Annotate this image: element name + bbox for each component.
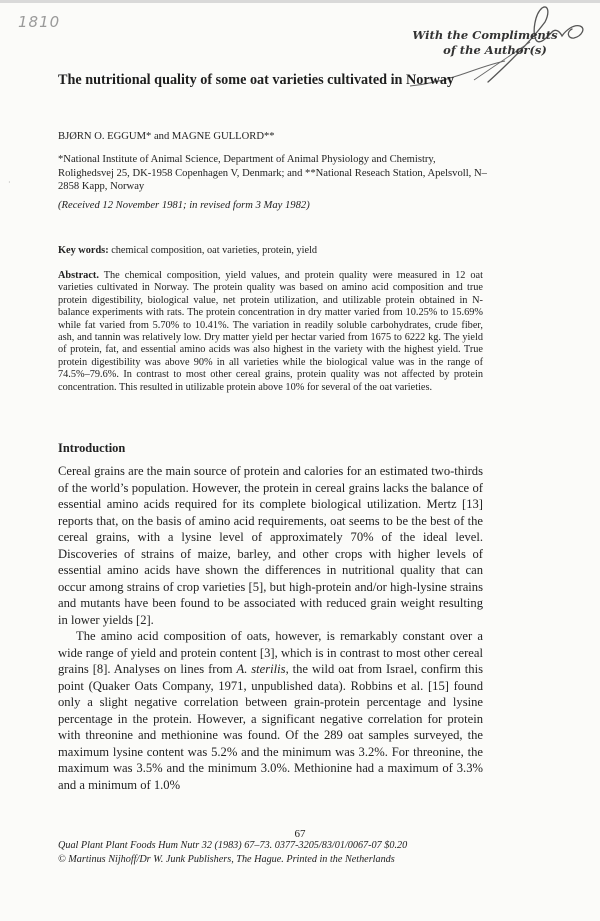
introduction-paragraph-1: Cereal grains are the main source of protein and calories for an estimated two-thirds of the world’s population. However, the protein in cereal grains lacks the balance of essential amino acids required for its complete biological utilization. Mertz [13] reports that, on the basis of amino acid requirements, oat seems to be the best of the cereal grains, with a lysine level of approximately 70% of the ideal level. Discoveries of strains of maize, barley, and other crops with higher levels of essential amino acids have shown the differences in nutritional quality that can occur among strains of crop varieties [5], but high-protein and/or high-lysine strains and mutants have been found to be associated with reduced grain weight resulting in lower yields [2]. (58, 464, 483, 627)
citation-line: Qual Plant Plant Foods Hum Nutr 32 (1983) 67–73. 0377-3205/83/01/0067-07 $0.20 (58, 840, 408, 851)
margin-mark: · (8, 178, 11, 187)
stamp-line-1: With the Compliments (412, 28, 558, 42)
paragraph-2-text-a: The amino acid composition of oats, however, is remarkably constant over a wide range of yield and protein content [3], which is in contrast to most other cereal grains [8]. Analyses on lines from (58, 629, 483, 676)
introduction-body (58, 463, 483, 793)
paper-title: The nutritional quality of some oat varieties cultivated in Norway (58, 72, 455, 88)
journal-footer (58, 839, 407, 866)
handwritten-page-note: 1810 (18, 13, 61, 31)
keywords (58, 245, 317, 256)
species-name: A. sterilis (236, 662, 286, 676)
abstract-text: The chemical composition, yield values, and protein quality were measured in 12 oat varieties cultivated in Norway. The protein quality was based on amino acid composition and true protein digestibility, biological value, net protein utilization, and utilizable protein obtained in N-balance experiments with rats. The protein concentration in dry matter varied from 10.25% to 15.69% while fat varied from 5.70% to 10.41%. The variation in readily soluble carbohydrates, crude fiber, ash, and tannin was relatively low. Dry matter yield per hectar varied from 1675 to 6222 kg. The yield of protein, fat, and essential amino acids was also highest in the variety with the highest yield. True protein digestibility was above 90% in all varieties while the biological value was in the range of 74.5%–79.6%. In contrast to most other cereal grains, protein quality was not affected by protein concentration. This resulted in utilizable protein above 10% for several of the oat varieties. (58, 270, 483, 393)
abstract-label: Abstract. (58, 270, 99, 281)
section-heading-introduction: Introduction (58, 441, 126, 455)
author-affiliations: *National Institute of Animal Science, Department of Animal Physiology and Chemistry, Rolighedsvej 25, DK-1958 Copenhagen V, Denmark; and **National Reseach Station, Apelsvoll, N–2858 Kapp, Norway (58, 154, 487, 192)
abstract (58, 270, 483, 394)
publisher-line: © Martinus Nijhoff/Dr W. Junk Publishers, The Hague. Printed in the Netherlands (58, 853, 395, 865)
received-dates: (Received 12 November 1981; in revised form 3 May 1982) (58, 200, 310, 211)
page-number: 67 (294, 828, 306, 840)
introduction-paragraph-2 (58, 628, 483, 793)
keywords-text: chemical composition, oat varieties, protein, yield (108, 245, 318, 256)
author-list: BJØRN O. EGGUM* and MAGNE GULLORD** (58, 131, 275, 142)
compliments-stamp (410, 28, 560, 58)
stamp-line-2: of the Author(s) (443, 43, 547, 57)
keywords-label: Key words: (58, 245, 109, 256)
paragraph-2-text-b: , the wild oat from Israel, confirm this point (Quaker Oats Company, 1971, unpublished data). Robbins et al. [15] found only a slight negative correlation between grain-protein percentage and lysine percentage in the protein. However, a significant negative correlation for protein with threonine and methionine was found. Of the 289 oat samples surveyed, the maximum lysine content was 5.2% and the minimum was 3.2%. For threonine, the maximum was 3.5% and the minimum 3.0%. Methionine had a maximum of 3.3% and a minimum of 1.0% (58, 662, 483, 792)
